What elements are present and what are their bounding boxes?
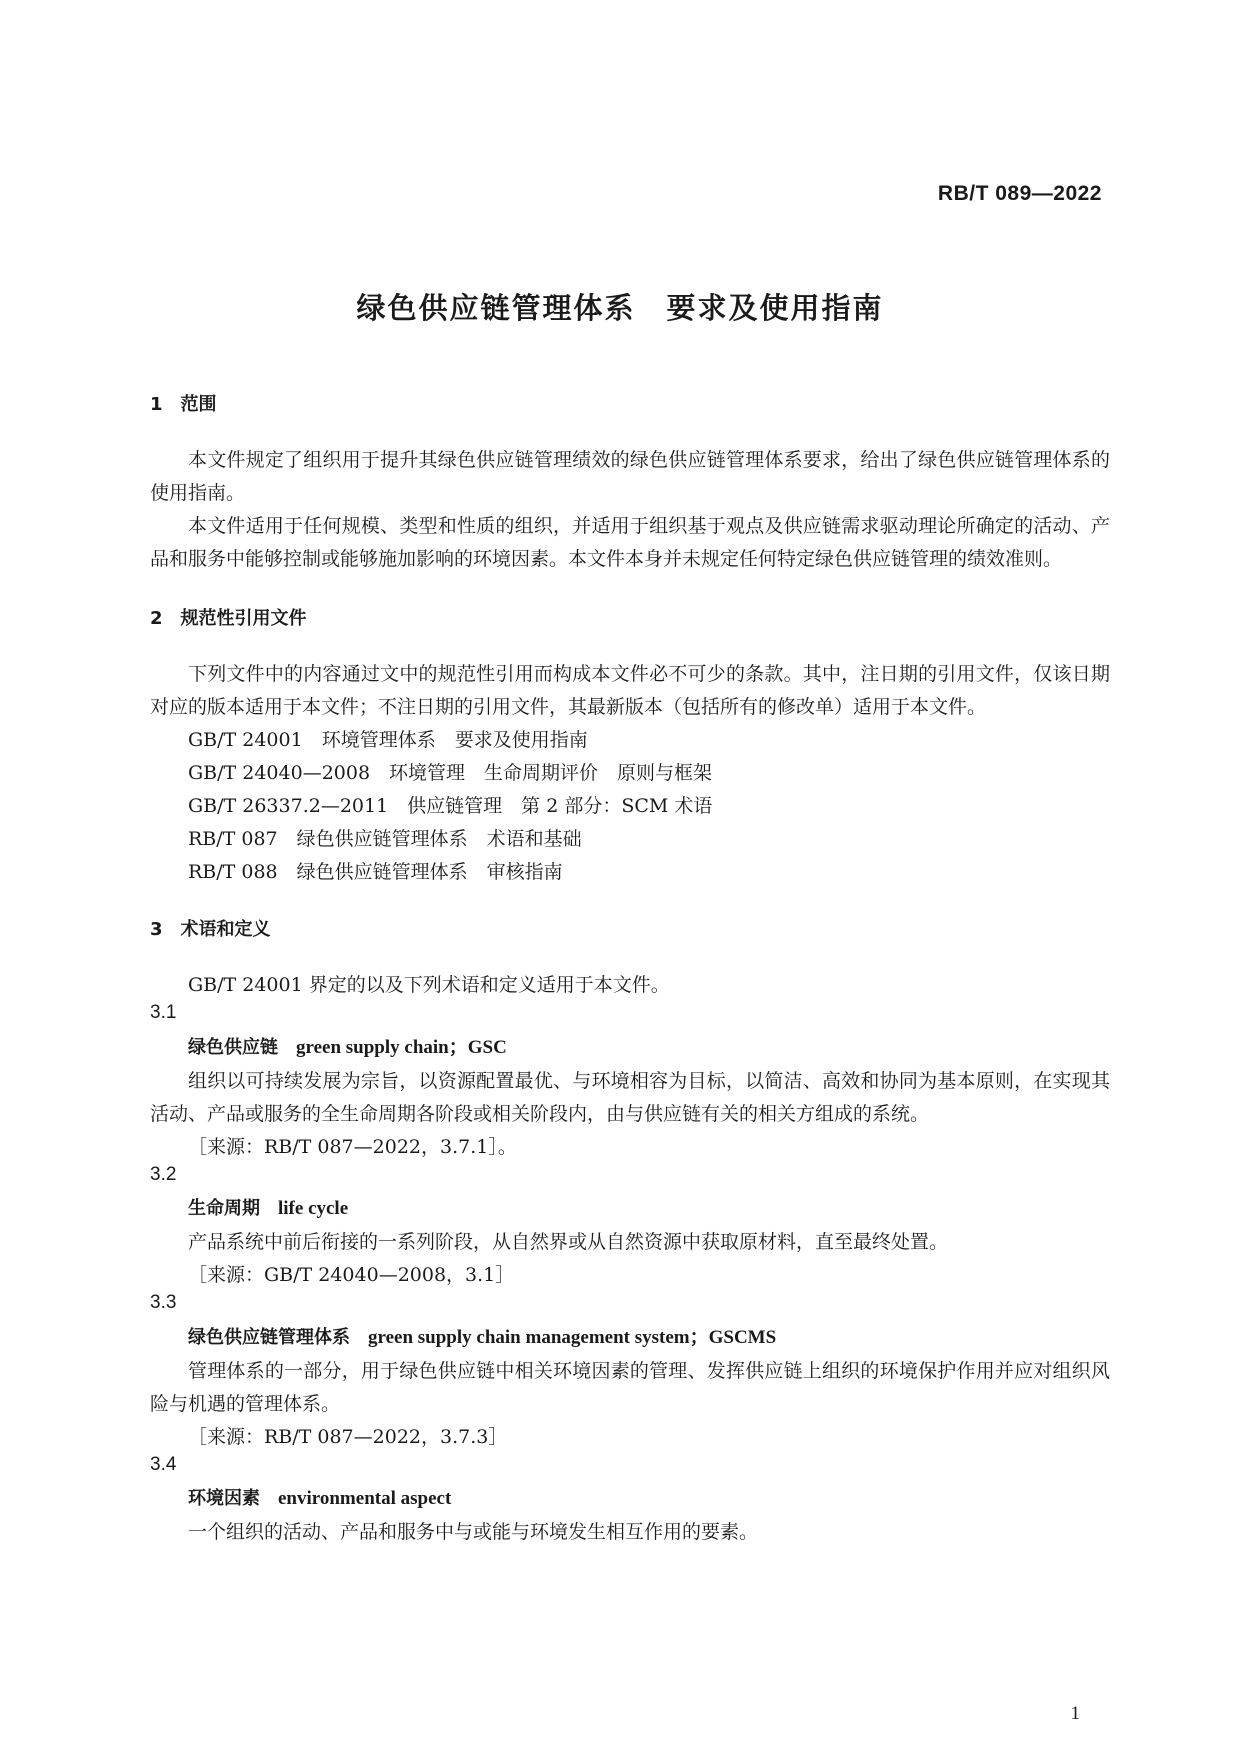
term-entry	[150, 1194, 1110, 1220]
term-english: green supply chain；GSC	[296, 1037, 507, 1058]
terms-intro: GB/T 24001 界定的以及下列术语和定义适用于本文件。	[188, 974, 670, 996]
term-source: ［来源：RB/T 087—2022，3.7.3］	[188, 1426, 508, 1448]
section-heading-normative: 2 规范性引用文件	[150, 608, 307, 629]
reference-item: RB/T 088 绿色供应链管理体系 审核指南	[188, 861, 563, 883]
term-entry	[150, 1032, 1110, 1059]
reference-item: GB/T 24001 环境管理体系 要求及使用指南	[188, 729, 588, 751]
document-body	[150, 390, 1110, 1549]
term-definition: 组织以可持续发展为宗旨，以资源配置最优、与环境相容为目标，以简洁、高效和协同为基本原则，在实现其活动、产品或服务的全生命周期各阶段或相关阶段内，由与供应链有关的相关方组成的系统。	[150, 1070, 1110, 1125]
term-number: 3.4	[150, 1454, 177, 1475]
scope-paragraph: 本文件规定了组织用于提升其绿色供应链管理绩效的绿色供应链管理体系要求，给出了绿色供应链管理体系的使用指南。	[150, 449, 1110, 504]
section-heading-terms: 3 术语和定义	[150, 919, 271, 940]
term-number: 3.1	[150, 1002, 177, 1023]
term-chinese: 绿色供应链	[188, 1037, 278, 1058]
scope-paragraph: 本文件适用于任何规模、类型和性质的组织，并适用于组织基于观点及供应链需求驱动理论所确定的活动、产品和服务中能够控制或能够施加影响的环境因素。本文件本身并未规定任何特定绿色供应链管理的绩效准则。	[150, 515, 1110, 570]
term-number: 3.3	[150, 1292, 177, 1313]
term-definition: 产品系统中前后衔接的一系列阶段，从自然界或从自然资源中获取原材料，直至最终处置。	[188, 1231, 949, 1253]
standard-code: RB/T 089—2022	[937, 182, 1102, 205]
term-entry	[150, 1322, 1110, 1349]
page-number: 1	[1070, 1703, 1080, 1724]
term-definition: 一个组织的活动、产品和服务中与或能与环境发生相互作用的要素。	[188, 1521, 759, 1543]
term-number: 3.2	[150, 1164, 177, 1185]
term-chinese: 生命周期	[188, 1198, 260, 1219]
term-english: green supply chain management system；GSCMS	[368, 1327, 777, 1348]
term-english: life cycle	[278, 1198, 349, 1219]
reference-item: GB/T 24040—2008 环境管理 生命周期评价 原则与框架	[188, 762, 713, 784]
term-source: ［来源：GB/T 24040—2008，3.1］	[188, 1264, 515, 1286]
term-english: environmental aspect	[278, 1488, 452, 1509]
term-definition: 管理体系的一部分，用于绿色供应链中相关环境因素的管理、发挥供应链上组织的环境保护作用并应对组织风险与机遇的管理体系。	[150, 1360, 1110, 1415]
normative-intro: 下列文件中的内容通过文中的规范性引用而构成本文件必不可少的条款。其中，注日期的引用文件，仅该日期对应的版本适用于本文件；不注日期的引用文件，其最新版本（包括所有的修改单）适用于本文件。	[150, 663, 1110, 718]
term-source: ［来源：RB/T 087—2022，3.7.1］。	[188, 1136, 517, 1158]
reference-item: GB/T 26337.2—2011 供应链管理 第 2 部分：SCM 术语	[188, 795, 713, 817]
document-title: 绿色供应链管理体系 要求及使用指南	[356, 291, 884, 325]
term-entry	[150, 1484, 1110, 1510]
term-chinese: 环境因素	[188, 1488, 260, 1509]
section-heading-scope: 1 范围	[150, 394, 217, 415]
term-chinese: 绿色供应链管理体系	[188, 1327, 350, 1348]
reference-item: RB/T 087 绿色供应链管理体系 术语和基础	[188, 828, 582, 850]
